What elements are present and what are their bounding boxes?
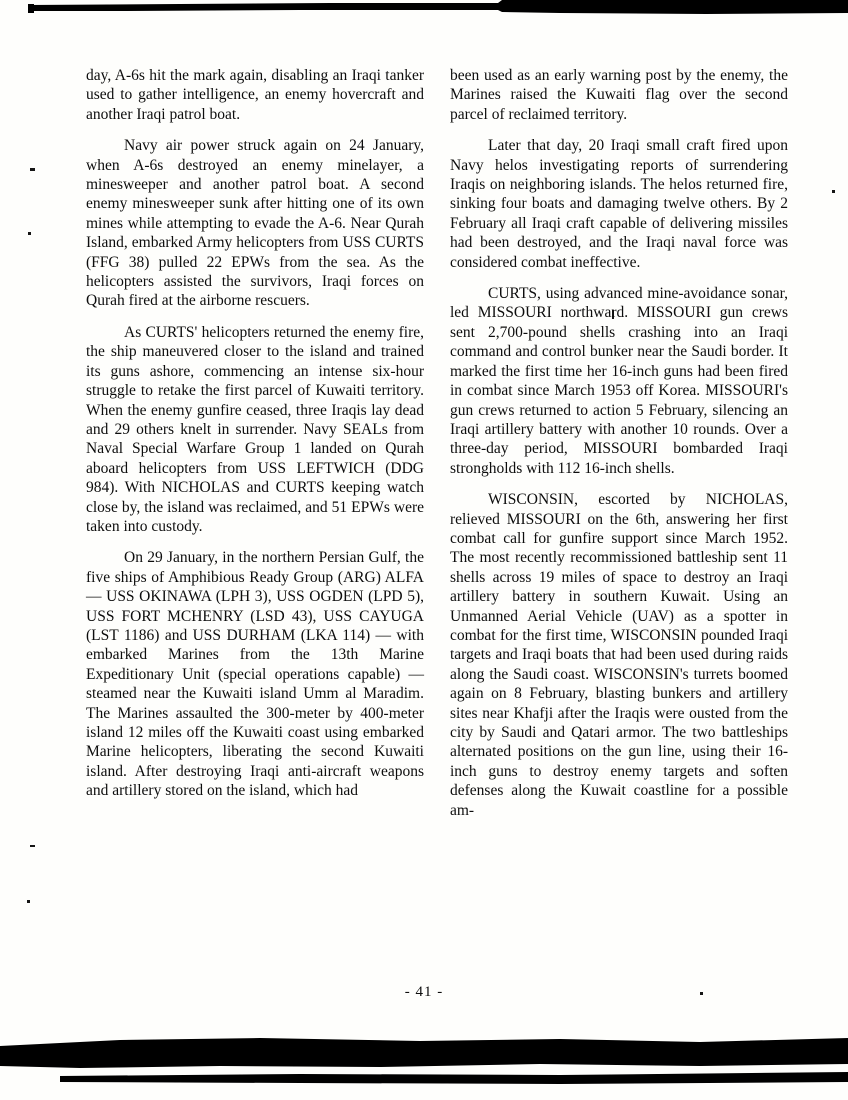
left-paragraph-4: On 29 January, in the northern Persian Gulf, the five ships of Amphibious Ready Group (ARG) ALFA — USS OKINAWA (LPH 3), USS OGDEN (LPD 5), USS FORT MCHENRY (LSD 43), USS CAYUGA (LST 1186) and USS DURHAM (LKA 114) — with embarked Marines from the 13th Marine Expeditionary Unit (special operations capable) — steamed near the Kuwaiti island Umm al Maradim. The Marines assaulted the 300-meter by 400-meter island 12 miles off the Kuwaiti coast using embarked Marine helicopters, liberating the second Kuwaiti island. After destroying Iraqi anti-aircraft weapons and artillery stored on the island, which had [86, 549, 424, 800]
scan-speck [28, 232, 31, 235]
left-paragraph-2: Navy air power struck again on 24 January, when A-6s destroyed an enemy minelayer, a minesweeper and another patrol boat. A second enemy minesweeper sunk after hitting one of its own mines while attempting to evade the A-6. Near Qurah Island, embarked Army helicopters from USS CURTS (FFG 38) pulled 22 EPWs from the sea. As the helicopters assisted the survivors, Iraqi forces on Qurah fired at the airborne rescuers. [86, 137, 424, 310]
left-paragraph-3: As CURTS' helicopters returned the enemy fire, the ship maneuvered closer to the island and trained its guns ashore, commencing an intense six-hour struggle to retake the first parcel of Kuwaiti territory. When the enemy gunfire ceased, three Iraqis lay dead and 29 others knelt in surrender. Navy SEALs from Naval Special Warfare Group 1 landed on Qurah aboard helicopters from USS LEFTWICH (DDG 984). With NICHOLAS and CURTS keeping watch close by, the island was reclaimed, and 51 EPWs were taken into custody. [86, 323, 424, 535]
right-paragraph-3: CURTS, using advanced mine-avoidance sonar, led MISSOURI northward. MISSOURI gun crews sent 2,700-pound shells crashing into an Iraqi command and control bunker near the Saudi border. It marked the first time her 16-inch guns had been fired in combat since March 1953 off Korea. MISSOURI's gun crews returned to action 5 February, silencing an Iraqi artillery battery with another 10 rounds. Over a three-day period, MISSOURI bombarded Iraqi strongholds with 112 16-inch shells. [450, 285, 788, 477]
scan-speck [30, 845, 35, 847]
left-paragraph-1: day, A-6s hit the mark again, disabling an Iraqi tanker used to gather intelligence, an enemy hovercraft and another Iraqi patrol boat. [86, 67, 424, 123]
left-column [86, 66, 424, 832]
scan-speck [30, 168, 35, 171]
right-paragraph-2: Later that day, 20 Iraqi small craft fired upon Navy helos investigating reports of surrendering Iraqis on neighboring islands. The helos returned fire, sinking four boats and damaging twelve others. By 2 February all Iraqi craft capable of delivering missiles had been destroyed, and the Iraqi naval force was considered combat ineffective. [450, 137, 788, 271]
right-paragraph-1: been used as an early warning post by the enemy, the Marines raised the Kuwaiti flag over the second parcel of reclaimed territory. [450, 67, 788, 123]
scan-artifact-bottom-bar [0, 1030, 848, 1100]
scan-artifact-top-bar [0, 0, 848, 22]
scan-speck [832, 190, 835, 193]
page-number: - 41 - [404, 984, 444, 1000]
right-paragraph-4: WISCONSIN, escorted by NICHOLAS, relieved MISSOURI on the 6th, answering her first combat call for gunfire support since March 1952. The most recently recommissioned battleship sent 11 shells across 19 miles of space to destroy an Iraqi artillery battery in southern Kuwait. Using an Unmanned Aerial Vehicle (UAV) as a spotter in combat for the first time, WISCONSIN pounded Iraqi targets and Iraqi boats that had been used during raids along the Saudi coast. WISCONSIN's turrets boomed again on 8 February, blasting bunkers and artillery sites near Khafji after the Iraqis were ousted from the city by Saudi and Qatari armor. The two battleships alternated positions on the gun line, using their 16-inch guns to destroy enemy targets and soften defenses along the Kuwait coastline for a possible am- [450, 491, 788, 819]
right-column [450, 66, 788, 832]
scan-speck [27, 900, 30, 903]
page-body [86, 66, 788, 832]
